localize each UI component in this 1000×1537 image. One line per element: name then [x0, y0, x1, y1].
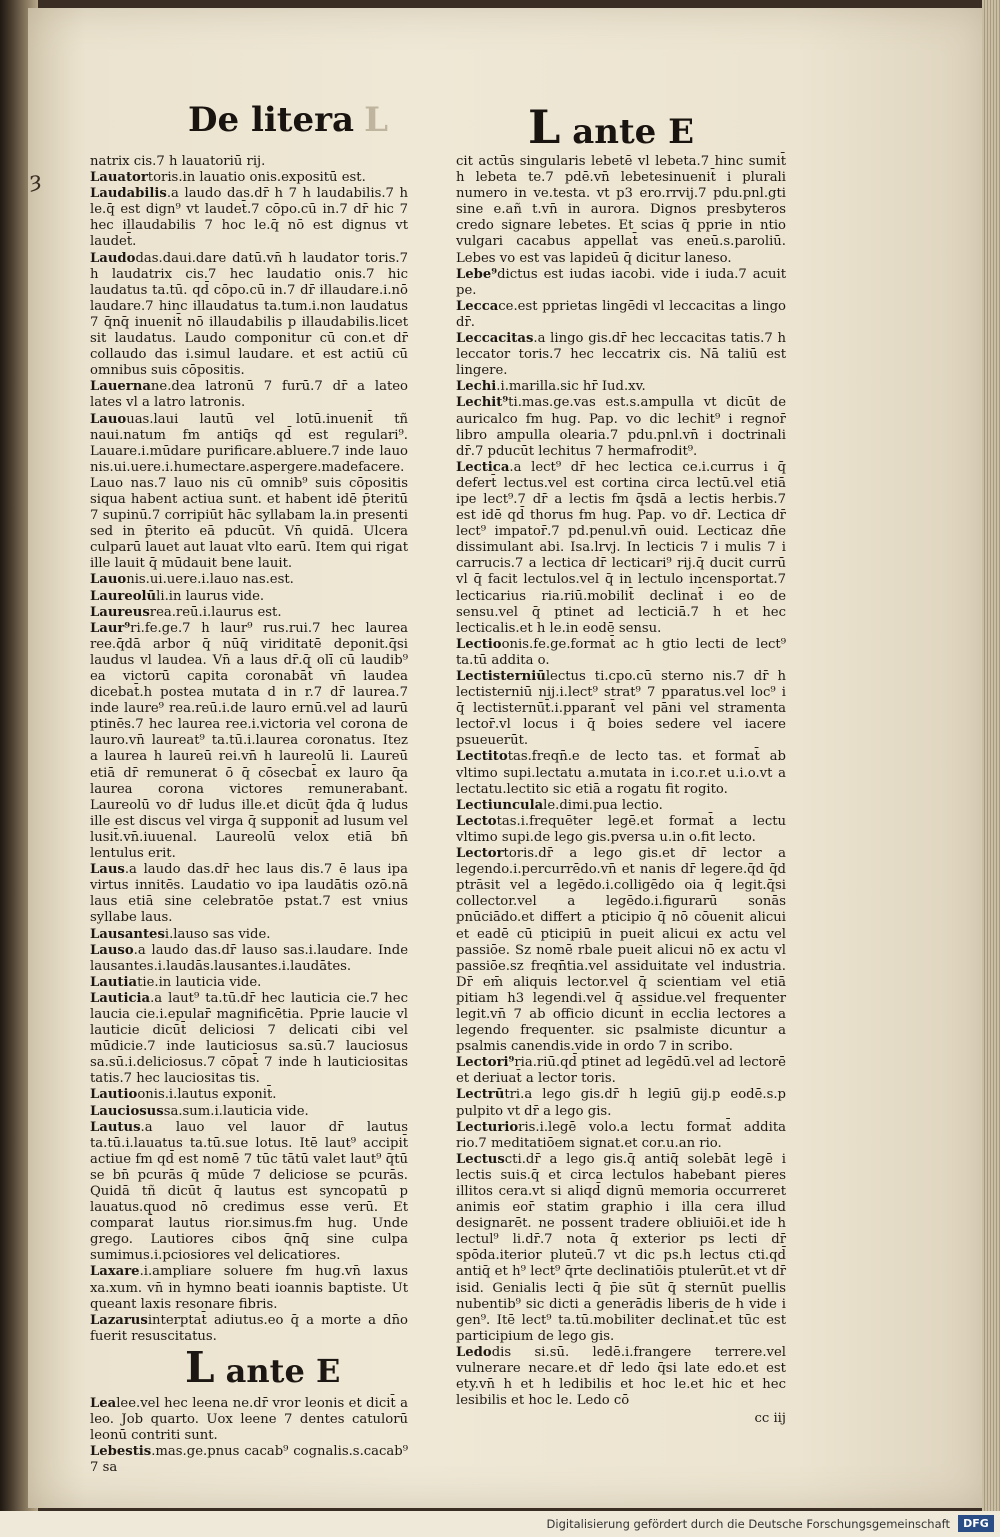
- dictionary-entry: [90, 379, 408, 411]
- dictionary-entry: [90, 1444, 408, 1476]
- running-head-initial: L: [528, 100, 561, 154]
- dictionary-entry: [90, 991, 408, 1088]
- entry-text: onis.i.lautus exponit̄.: [137, 1087, 277, 1103]
- book-page: [28, 8, 988, 1508]
- entry-headword: Laxare: [90, 1264, 140, 1280]
- entry-text: .a laudo das.dr̄ hec laus dis.7 ē laus ipa virtus innitēs. Laudatio vo ipa laudātis ozō.nā laus etiā sine celebratōe pstat.7 est vnius syllabe laus.: [90, 862, 408, 926]
- dictionary-entry: [456, 846, 786, 1055]
- dictionary-entry: [456, 798, 786, 814]
- margin-mark: ȝ: [30, 168, 42, 193]
- entry-headword: Lectrū: [456, 1087, 505, 1103]
- dictionary-entry: [456, 331, 786, 379]
- entry-text: lectus ti.cpo.cū sterno nis.7 dr̄ h lectisterniū nij.i.lect⁹ strat⁹ 7 pparatus.vel loc⁹ i q̄ lectisternūt̄.i.pparant̄ vel pāni vel stramenta lector̄.vl locus i q̄ boies sedere vel iacere psueuerūt.: [456, 669, 786, 749]
- entry-text: dis si.sū. ledē.i.frangere terrere.vel vulnerare necare.et dr̄ ledo q̄si late edo.et est ety.vn̄ h et h ledibilis et hoc le.et hic et hec lesibilis et hoc le. Ledo cō: [456, 1344, 786, 1409]
- entry-headword: Laudabilis: [90, 186, 167, 202]
- entry-headword: Lectica: [456, 459, 510, 475]
- dictionary-entry: [90, 186, 408, 250]
- dictionary-entry: [90, 943, 408, 975]
- entry-text: le.dimi.pua lectio.: [543, 797, 663, 813]
- dictionary-entry: [90, 154, 408, 170]
- dictionary-entry: [456, 154, 786, 267]
- entry-headword: Lauo: [90, 411, 127, 427]
- entry-headword: Ledo: [456, 1344, 492, 1360]
- entry-text: .i.marilla.sic hr̄ Iud.xv.: [496, 379, 646, 395]
- entry-headword: Lea: [90, 1395, 117, 1411]
- entry-headword: Lectiuncula: [456, 797, 544, 813]
- entry-headword: Lectito: [456, 749, 508, 765]
- entry-text: toris.in lauatio onis.expositū est.: [147, 170, 366, 186]
- entry-text: das.daui.dare datū.vn̄ h laudator toris.7 h laudatrix cis.7 hec laudatio onis.7 hic laudatus ta.tū. qd̄ cōpo.cū in.7 dr̄ illaudare.i.nō laudare.7 hinc illaudatus ta.tum.i.non laudatus 7 q̄nq̄ inuenit̄ nō illaudabilis p illaudabilis.licet sit laudatus. Laudo componitur cū con.et dr̄ collaudo das i.simul laudare. et est actiū cū omnibus suis cōpositis.: [90, 250, 408, 379]
- entry-text: .a lect⁹ dr̄ hec lectica ce.i.currus i q̄ defert̄ lectus.vel est cortina circa lectū.vel etiā ipe lect⁹.7 dr̄ a lectis fm q̄sdā a lectis herbis.7 est idē qd̄ thorus fm hug. Pap. vo dr̄. Lectica dr̄ lect⁹ impator̄.7 pd.penul.vn̄ ouid. Lecticaz dn̄e dissimulant abi. Isa.lrvj. In lecticis 7 i mulis 7 i carrucis.7 a lectica dr̄ lecticari⁹ rij.q̄ ducit currū vl q̄ facit lectulos.vel q̄ in lectulo incensportat.7 lecticarius ria.riū.mobilit̄ declinat̄ i eo de sensu.vel q̄ ptinet ad lecticiā.7 h et hec lecticalis.et h le.in eodē sensu.: [456, 459, 786, 636]
- dictionary-entry: [90, 975, 408, 991]
- entry-headword: Lauso: [90, 942, 134, 958]
- page-fore-edge: [982, 0, 1000, 1537]
- dictionary-entry: [456, 749, 786, 797]
- entry-headword: Laureus: [90, 604, 150, 620]
- entry-headword: Lectori⁹: [456, 1055, 515, 1071]
- entry-text: li.in laurus vide.: [156, 588, 265, 604]
- entry-text: .a laut⁹ ta.tū.dr̄ hec lauticia cie.7 hec laucia cie.i.epular̄ magnificētia. Pprie laucie vl lauticie dicūt̄ deliciosi 7 delicati cibi vel mūdicie.7 inde lauticiosus sa.sū.7 lauciosus sa.sū.i.deliciosus.7 cōpat̄ 7 inde h lauticiositas tatis.7 hec lauciositas tis.: [90, 990, 408, 1087]
- dictionary-entry: [90, 605, 408, 621]
- dictionary-entry: [90, 170, 408, 186]
- entry-text: .a laudo das.dr̄ h 7 h laudabilis.7 h le.q̄ est dign⁹ vt laudet̄.7 cōpo.cū in.7 dr̄ hic 7 hec illaudabilis 7 hoc le.q̄ nō est dignus vt laudet̄.: [90, 186, 408, 250]
- dictionary-entry: [90, 621, 408, 862]
- entry-headword: Laur⁹: [90, 620, 131, 636]
- dictionary-entry: [456, 1087, 786, 1119]
- entry-headword: Lazarus: [90, 1312, 148, 1328]
- entry-headword: Lechit⁹: [456, 395, 509, 411]
- running-head-right-text: ante E: [572, 112, 695, 152]
- footer-credit: Digitalisierung gefördert durch die Deutsche Forschungsgemeinschaft: [546, 1517, 950, 1531]
- dictionary-entry: [90, 1104, 408, 1120]
- dictionary-entry: [90, 412, 408, 573]
- entry-headword: Lectio: [456, 636, 502, 652]
- entry-headword: Lebe⁹: [456, 266, 498, 282]
- entry-headword: Lautus: [90, 1119, 141, 1135]
- entry-headword: Lauator: [90, 170, 148, 186]
- running-head-left: [188, 100, 388, 140]
- entry-text: ria.riū.qd̄ ptinet ad legēdū.vel ad lectorē et deriuat̄ a lector toris.: [456, 1055, 786, 1087]
- dictionary-entry: [456, 637, 786, 669]
- dictionary-entry: [456, 267, 786, 299]
- entry-text: ris.i.legē volo.a lectu format̄ addita rio.7 meditatiōem signat.et cor.u.an rio.: [456, 1119, 786, 1151]
- entry-text: cti.dr̄ a lego gis.q̄ antiq̄ solebāt legē i lectis suis.q̄ et circa lectulos habebant pieres illitos cera.vt si aliqd̄ dignū memoria occurreret animis eor̄ statim graphio i illa cera illud designarēt. ne possent tradere obliuiōi.et ide h lectul⁹ li.dr̄.7 nota q̄ exterior ps lecti dr̄ spōda.iterior pluteū.7 vt dic ps.h lectus cti.qd̄ antiq̄ et h⁹ lect⁹ q̄rte declinatiōis ptulerūt.et vt dr̄ isid. Genialis lecti q̄ p̄ie sūt q̄ sternūt puellis nubentib⁹ sic dicti a generādis liberis de h vide i gen⁹. Itē lect⁹ ta.tū.mobiliter declinat̄.et tūc est participium de lego gis.: [456, 1151, 786, 1344]
- entry-headword: Lauticia: [90, 990, 151, 1006]
- entry-text: .mas.ge.pnus cacab⁹ cognalis.s.cacab⁹ 7 sa: [90, 1444, 408, 1476]
- left-entries: [90, 154, 408, 1345]
- entry-text: interptat̄ adiutus.eo q̄ a morte a dn̄o fuerit resuscitatus.: [90, 1312, 408, 1344]
- entry-text: nis.ui.uere.i.lauo nas.est.: [126, 572, 294, 588]
- text-column-right: [456, 154, 786, 1427]
- section-heading-text: ante E: [225, 1351, 341, 1390]
- entry-text: .i.ampliare soluere fm hug.vn̄ laxus xa.xum. vn̄ in hymno beati ioannis baptiste. Ut queant laxis resonare fibris.: [90, 1264, 408, 1312]
- entry-headword: Lautio: [90, 1087, 138, 1103]
- entry-text: .a lauo vel lauor dr̄ lautus ta.tū.i.lauatus ta.tū.sue lotus. Itē laut⁹ accipit̄ actiue fm qd̄ est nomē 7 tūc tātū valet laut⁹ q̄tū se bn̄ pcurās q̄ mūde 7 deliciose se pcurās. Quidā tñ dicūt q̄ lautus est syncopatū p lauatus.quod nō credimus esse verū. Et comparat̄ lautus rior.simus.fm hug. Unde grego. Lautiores cibos q̄nq̄ sine culpa sumimus.i.pciosiores vel delicatiores.: [90, 1119, 408, 1264]
- running-head-left-text: De litera: [188, 100, 355, 140]
- section-heading-initial: L: [185, 1342, 215, 1392]
- entry-text: uas.laui lautū vel lotū.inuenit̄ tñ naui.natum fm antiq̄s qd̄ est regulari⁹. Lauare.i.mūdare purificare.abluere.7 inde lauo nis.ui.uere.i.humectare.aspergere.madefacere. Lauo nas.7 lauo nis cū omnib⁹ suis cōpositis siqua habent actiua sunt. et habent idē p̄teritū 7 supinū.7 corripiūt hāc syllabam la.in presenti sed in p̄terito eā pducūt. Vn̄ quidā. Ulcera culparū lauet aut lauat vlto earū. Item qui rigat ille lauit q̄ mūdauit bene lauit.: [90, 411, 408, 572]
- entry-headword: Laudo: [90, 250, 136, 266]
- entry-text: tie.in lauticia vide.: [137, 974, 262, 990]
- dictionary-entry: [456, 1345, 786, 1409]
- entry-text: natrix cis.7 h lauatoriū rij.: [90, 154, 266, 169]
- entry-text: sa.sum.i.lauticia vide.: [163, 1103, 309, 1119]
- dictionary-entry: [456, 395, 786, 459]
- entry-headword: Lauerna: [90, 379, 151, 395]
- signature-mark: cc iij: [754, 1411, 786, 1427]
- entry-headword: Lausantes: [90, 926, 165, 942]
- dictionary-entry: [90, 572, 408, 588]
- entry-text: ne.dea latronū 7 furū.7 dr̄ a lateo lates vl a latro latronis.: [90, 379, 408, 411]
- dictionary-entry: [90, 862, 408, 926]
- entry-text: onis.fe.ge.format̄ ac h gtio lecti de lect⁹ ta.tū addita o.: [456, 636, 786, 668]
- dictionary-entry: [456, 460, 786, 637]
- entry-text: tas.freqn̄.e de lecto tas. et format̄ ab vltimo supi.lectatu a.mutata in i.co.r.et u.i.o.vt a lectatu.lectito sic etiā a rogatu fit rogito.: [456, 749, 786, 797]
- entry-text: ri.fe.ge.7 h laur⁹ rus.rui.7 hec laurea ree.q̄dā arbor q̄ nūq̄ viriditatē deponit.q̄si laudus vl laudea. Vn̄ a laus dr̄.q̄ olī cū laudib⁹ ea victorū capita coronabāt̄ vn̄ laudea dicebat̄.h postea mutata d in r.7 dr̄ laurea.7 inde laure⁹ rea.reū.i.de lauro ernū.vel ad laurū ptinēs.7 hec laurea ree.i.victoria vel corona de lauro.vn̄ laureat⁹ ta.tū.i.laurea coronatus. Itez a laurea h laureū rei.vn̄ h laureolū li. Laureū etiā dr̄ remunerat ō q̄ cōsecbat̄ ex lauro q̄a laurea corona victores remunerabant̄. Laureolū vo dr̄ ludus ille.et dicūt q̄da q̄ ludus ille est discus vel virga q̄ supponit̄ ad lusum vel lusit̄.vn̄.iuuenal. Laureolū velox etiā bn̄ lentulus erit.: [90, 620, 408, 862]
- running-head-right: [528, 100, 694, 154]
- entry-headword: Lecto: [456, 813, 497, 829]
- dictionary-entry: [456, 1055, 786, 1087]
- entry-headword: Lebestis: [90, 1444, 152, 1460]
- section-heading: [185, 1342, 408, 1392]
- entry-headword: Lectus: [456, 1151, 505, 1167]
- text-column-left: [90, 154, 408, 1476]
- entry-text: i.lauso sas vide.: [164, 926, 271, 942]
- entry-headword: Lauciosus: [90, 1103, 164, 1119]
- entry-headword: Lecca: [456, 298, 499, 314]
- dictionary-entry: [456, 669, 786, 749]
- dictionary-entry: [456, 1120, 786, 1152]
- dictionary-entry: [456, 1152, 786, 1345]
- dictionary-entry: [456, 814, 786, 846]
- dfg-logo: DFG: [958, 1515, 994, 1532]
- entry-headword: Lector: [456, 846, 504, 862]
- dictionary-entry: [90, 927, 408, 943]
- entry-text: .a laudo das.dr̄ lauso sas.i.laudare. Inde lausantes.i.laudās.lausantes.i.laudātes.: [90, 942, 408, 974]
- right-entries: [456, 154, 786, 1409]
- dictionary-entry: [456, 379, 786, 395]
- entry-text: cit actūs singularis lebetē vl lebeta.7 hinc sumit̄ h lebeta te.7 pdē.vn̄ lebetesinuenit̄ i plurali numero in ve.testa. vt p3 ero.rrvij.7 pdu.pnl.gti sine e.añ t.vn̄ in aurora. Dignos presbyteros credo signare lebetes. Et scias q̄ pprie in ntio vulgari cacabus appellat̄ vas eneū.s.paroliū. Lebes vo est vas lapideū q̄ dicitur laneso.: [456, 154, 786, 266]
- entry-text: tri.a lego gis.dr̄ h legiū gij.p eodē.s.p pulpito vt dr̄ a lego gis.: [456, 1087, 786, 1119]
- entry-headword: Lectisterniū: [456, 669, 546, 684]
- dictionary-entry: [456, 299, 786, 331]
- entry-headword: Laus: [90, 862, 125, 878]
- entry-headword: Laureolū: [90, 588, 157, 604]
- entry-text: lee.vel hec leena ne.dr̄ vror leonis et dicit̄ a leo. Job quarto. Uox leene 7 dentes catulorū leonū contriti sunt.: [90, 1395, 408, 1444]
- entry-headword: Lecturio: [456, 1119, 519, 1135]
- dictionary-entry: [90, 1264, 408, 1312]
- dictionary-entry: [90, 1313, 408, 1345]
- left-entries-after: [90, 1396, 408, 1476]
- running-head-ghost: L: [364, 100, 388, 140]
- entry-headword: Lechi: [456, 379, 497, 395]
- entry-text: ce.est pprietas lingēdi vl leccacitas a lingo dr̄.: [456, 298, 786, 330]
- entry-headword: Lauo: [90, 572, 127, 588]
- dictionary-entry: [90, 1120, 408, 1265]
- entry-text: ti.mas.ge.vas est.s.ampulla vt dicūt de auricalco fm hug. Pap. vo dic lechit⁹ i regnor̄ libro ampulla olearia.7 pdu.pnl.vn̄ i doctrinali dr̄.7 pducūt lechitus 7 hermafrodit⁹.: [456, 395, 786, 459]
- entry-text: dictus est iudas iacobi. vide i iuda.7 acuit pe.: [456, 266, 786, 298]
- dictionary-entry: [90, 589, 408, 605]
- dictionary-entry: [90, 1396, 408, 1444]
- dictionary-entry: [90, 1087, 408, 1103]
- entry-text: tas.i.frequēter legē.et format̄ a lectu vltimo supi.de lego gis.pversa u.in o.fit lecto.: [456, 813, 786, 845]
- footer-bar: [0, 1511, 1000, 1537]
- dictionary-entry: [90, 251, 408, 380]
- entry-headword: Leccacitas: [456, 331, 534, 347]
- entry-text: rea.reū.i.laurus est.: [149, 604, 282, 620]
- entry-headword: Lautia: [90, 974, 138, 990]
- entry-text: .a lingo gis.dr̄ hec leccacitas tatis.7 h leccator toris.7 hec leccatrix cis. Nā taliū est lingere.: [456, 331, 786, 379]
- entry-text: toris.dr̄ a lego gis.et dr̄ lector a legendo.i.percurrēdo.vn̄ et nanis dr̄ legere.q̄d q̄d ptrāsit vel a legēdo.i.colligēdo oia q̄ legit.q̄si collector.vel a legēdo.i.figurarū sonās pnūciādo.et differt a pticipio q̄ nō cōuenit alicui et eadē cū pticipiū in pueit alicui ex actu vel passiōe. Sz nomē rbale pueit alicui nō ex actu vl passiōe.sz freqn̄tia.vel assiduitate vel industria. Dr̄ em̄ aliquis lector.vel q̄ scientiam vel etiā pitiam h3 legendi.vel q̄ assidue.vel frequenter legit.vn̄ 7 ab officio dicunt̄ in ecclia lectores a legendo frequenter. sic psalmiste dicuntur a psalmis canendis.vide in ordo 7 in scribo.: [456, 846, 786, 1055]
